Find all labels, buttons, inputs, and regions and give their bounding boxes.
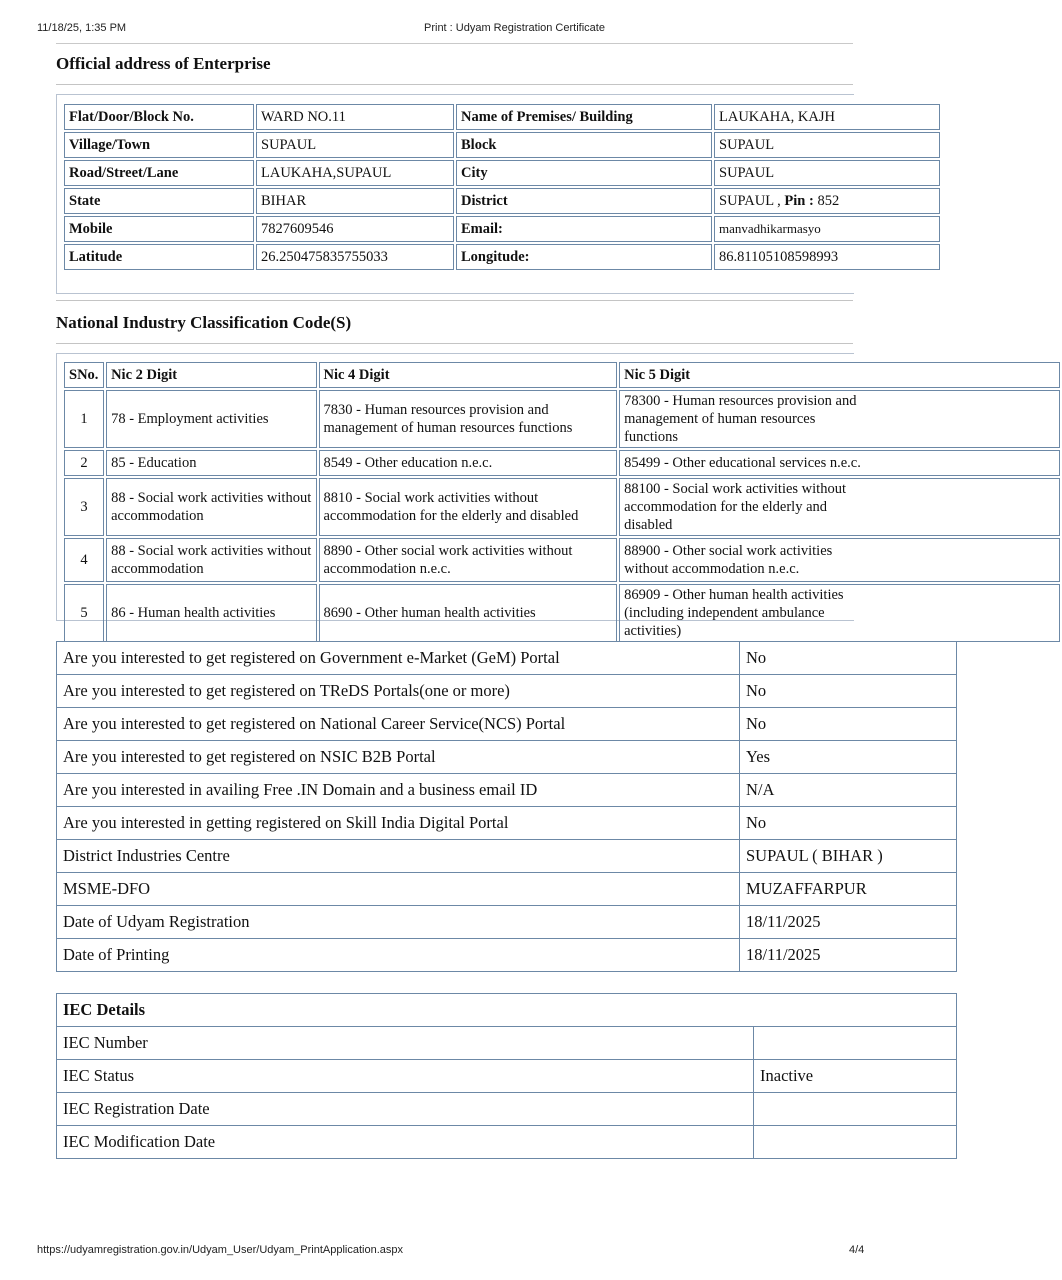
iec-row [57,1060,957,1093]
nic-2digit: 88 - Social work activities without accommodation [106,538,316,582]
address-value: SUPAUL [256,132,454,158]
questions-clip [56,641,883,973]
nic-row [64,450,1060,476]
address-divider-top [56,84,853,85]
nic-sno: 5 [64,584,104,642]
address-row [64,132,940,158]
nic-5digit: 85499 - Other educational services n.e.c. [619,450,1060,476]
pin-label: Pin : [784,192,814,209]
iec-value: Inactive [754,1060,957,1093]
question-row [57,939,957,972]
address-row [64,216,940,242]
nic-header-sno: SNo. [64,362,104,388]
nic-5digit: 88900 - Other social work activities without accommodation n.e.c. [619,538,1060,582]
question-answer: No [740,708,957,741]
nic-section-title: National Industry Classification Code(S) [56,313,352,332]
address-value: BIHAR [256,188,454,214]
nic-header-4digit: Nic 4 Digit [319,362,618,388]
address-value: 26.250475835755033 [256,244,454,270]
address-label: Mobile [64,216,254,242]
iec-clip [56,993,853,1151]
nic-4digit: 8810 - Social work activities without accommodation for the elderly and disabled [319,478,618,536]
question-answer: No [740,807,957,840]
iec-label: IEC Registration Date [57,1093,754,1126]
address-value: LAUKAHA, KAJH [714,104,940,130]
address-value: WARD NO.11 [256,104,454,130]
address-label: Email: [456,216,712,242]
nic-5digit: 78300 - Human resources provision and management of human resources functions [619,390,1060,448]
address-label: Block [456,132,712,158]
print-title: Print : Udyam Registration Certificate [424,22,605,34]
question-answer: N/A [740,774,957,807]
question-text: Date of Udyam Registration [57,906,740,939]
nic-2digit: 86 - Human health activities [106,584,316,642]
nic-table [62,360,1062,644]
nic-2digit: 85 - Education [106,450,316,476]
iec-label: IEC Status [57,1060,754,1093]
iec-value [754,1027,957,1060]
question-row [57,675,957,708]
nic-header-row [64,362,1060,388]
nic-4digit: 8890 - Other social work activities without accommodation n.e.c. [319,538,618,582]
nic-sno: 1 [64,390,104,448]
iec-row [57,1126,957,1159]
question-answer: No [740,642,957,675]
address-table [62,102,942,272]
nic-2digit: 88 - Social work activities without accommodation [106,478,316,536]
nic-header-2digit: Nic 2 Digit [106,362,316,388]
address-row [64,244,940,270]
iec-title-row [57,994,957,1027]
question-row [57,840,957,873]
question-row [57,741,957,774]
nic-4digit: 8549 - Other education n.e.c. [319,450,618,476]
address-label: Village/Town [64,132,254,158]
question-text: District Industries Centre [57,840,740,873]
address-value: manvadhikarmasyo [714,216,940,242]
address-table-clip [62,102,853,282]
question-row [57,906,957,939]
question-text: Are you interested to get registered on National Career Service(NCS) Portal [57,708,740,741]
address-value: 7827609546 [256,216,454,242]
nic-4digit: 8690 - Other human health activities [319,584,618,642]
question-answer: MUZAFFARPUR [740,873,957,906]
question-answer: 18/11/2025 [740,906,957,939]
address-label: District [456,188,712,214]
header-divider [56,43,853,44]
nic-row [64,538,1060,582]
address-section-title: Official address of Enterprise [56,54,271,73]
page-url: https://udyamregistration.gov.in/Udyam_User/Udyam_PrintApplication.aspx [37,1244,404,1256]
nic-5digit: 86909 - Other human health activities (including independent ambulance activities) [619,584,1060,642]
question-row [57,774,957,807]
questions-table [56,641,957,972]
address-value: 86.81105108598993 [714,244,940,270]
nic-sno: 3 [64,478,104,536]
iec-value [754,1126,957,1159]
print-datetime: 11/18/25, 1:35 PM [37,22,127,34]
iec-title: IEC Details [57,994,957,1027]
question-row [57,708,957,741]
page-number: 4/4 [849,1244,865,1256]
address-value: SUPAUL [714,160,940,186]
question-row [57,642,957,675]
address-label: Longitude: [456,244,712,270]
district-value: SUPAUL , [719,192,781,209]
nic-4digit: 7830 - Human resources provision and management of human resources functions [319,390,618,448]
nic-sno: 4 [64,538,104,582]
question-text: Are you interested to get registered on Government e-Market (GeM) Portal [57,642,740,675]
address-label: Name of Premises/ Building [456,104,712,130]
question-text: Are you interested to get registered on TReDS Portals(one or more) [57,675,740,708]
iec-label: IEC Modification Date [57,1126,754,1159]
nic-5digit: 88100 - Social work activities without accommodation for the elderly and disabled [619,478,1060,536]
nic-2digit: 78 - Employment activities [106,390,316,448]
question-answer: No [740,675,957,708]
iec-row [57,1027,957,1060]
question-text: MSME-DFO [57,873,740,906]
nic-divider [56,343,853,344]
nic-row [64,390,1060,448]
pin-value: 852 [817,192,840,209]
address-value [714,188,940,214]
question-text: Are you interested to get registered on NSIC B2B Portal [57,741,740,774]
question-text: Are you interested in availing Free .IN Domain and a business email ID [57,774,740,807]
question-answer: 18/11/2025 [740,939,957,972]
question-row [57,873,957,906]
iec-label: IEC Number [57,1027,754,1060]
address-label: Latitude [64,244,254,270]
question-row [57,807,957,840]
iec-value [754,1093,957,1126]
address-divider-bottom [56,300,853,301]
nic-header-5digit: Nic 5 Digit [619,362,1060,388]
nic-row [64,584,1060,642]
question-answer: SUPAUL ( BIHAR ) [740,840,957,873]
address-label: Flat/Door/Block No. [64,104,254,130]
nic-table-clip [62,360,861,639]
address-label: Road/Street/Lane [64,160,254,186]
question-text: Date of Printing [57,939,740,972]
address-value: SUPAUL [714,132,940,158]
nic-row [64,478,1060,536]
question-text: Are you interested in getting registered on Skill India Digital Portal [57,807,740,840]
nic-sno: 2 [64,450,104,476]
address-row [64,188,940,214]
address-row [64,104,940,130]
iec-row [57,1093,957,1126]
question-answer: Yes [740,741,957,774]
address-value: LAUKAHA,SUPAUL [256,160,454,186]
address-label: State [64,188,254,214]
iec-table [56,993,957,1159]
address-row [64,160,940,186]
address-label: City [456,160,712,186]
